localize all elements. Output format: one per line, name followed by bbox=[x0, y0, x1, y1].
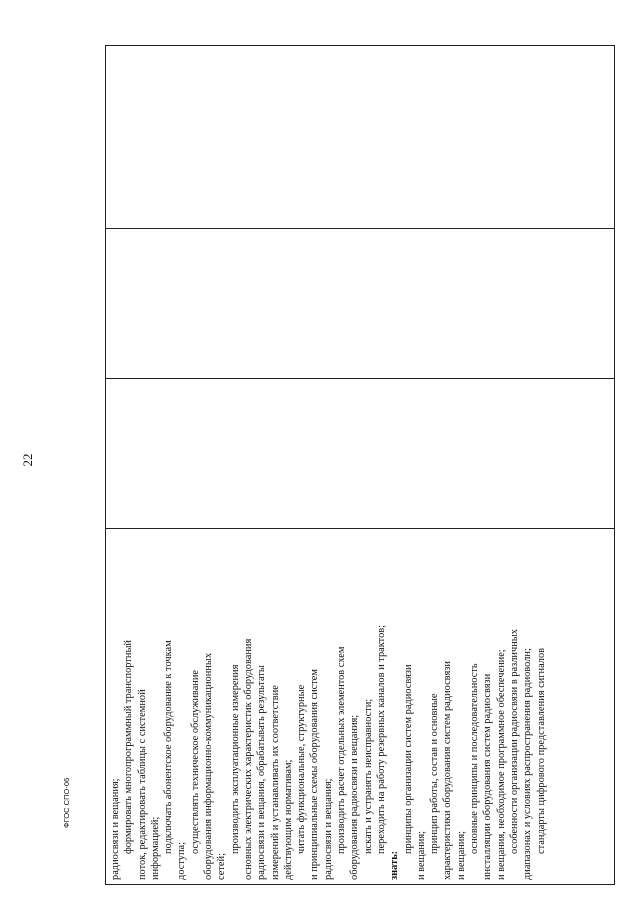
cell-text-line: принцип работы, состав и основные bbox=[429, 693, 441, 854]
cell-text-line: действующим нормативам; bbox=[282, 759, 294, 880]
cell-text-line: переходить на работу резервных каналов и трактов; bbox=[375, 624, 387, 854]
table-cell-empty-3 bbox=[106, 229, 614, 379]
cell-text-line: поток, редактировать таблицы с системной bbox=[136, 689, 148, 880]
cell-text bbox=[109, 533, 548, 880]
cell-text-line: характеристики оборудования систем радиосвязи bbox=[442, 661, 454, 880]
cell-text-line: осуществлять техническое обслуживание bbox=[189, 669, 201, 854]
cell-text-line: искать и устранять неисправности; bbox=[362, 698, 374, 854]
cell-text-line: стандарты цифрового представления сигналов bbox=[535, 647, 547, 854]
table-cell-empty-4 bbox=[106, 46, 614, 229]
cell-text-line: радиосвязи и вещания; bbox=[110, 778, 121, 880]
cell-text-line: радиосвязи и вещания, обрабатывать результаты bbox=[256, 665, 268, 880]
cell-text-line: читать функциональные, структурные bbox=[296, 684, 308, 854]
cell-text-line: и принципиальные схемы оборудования систем bbox=[309, 669, 321, 880]
cell-text-line: особенности организации радиосвязи в различных bbox=[508, 629, 520, 854]
table-cell-skills-knowledge bbox=[106, 529, 614, 884]
cell-text-line: основных электрических характеристик оборудования bbox=[242, 638, 254, 880]
cell-text-line: подключать абонентское оборудование к точкам bbox=[163, 640, 175, 854]
competency-table bbox=[105, 45, 615, 885]
cell-text-line: доступа; bbox=[176, 841, 188, 880]
cell-text-line: и вещания, необходимое программное обеспечение; bbox=[495, 649, 507, 880]
cell-text-line: производить расчет отдельных элементов схем bbox=[336, 646, 348, 854]
cell-text-line: радиосвязи и вещания; bbox=[322, 778, 334, 880]
table-cell-empty-2 bbox=[106, 379, 614, 529]
cell-text-line: знать: bbox=[389, 850, 401, 880]
cell-text-line: сетей; bbox=[216, 853, 228, 880]
cell-text-line: и вещания; bbox=[415, 830, 427, 880]
cell-text-line: диапазонах и условиях распространения радиоволн; bbox=[522, 648, 534, 880]
cell-text-line: производить эксплуатационные измерения bbox=[229, 664, 241, 854]
cell-text-line: оборудования радиосвязи и вещания; bbox=[349, 714, 361, 880]
page-number: 22 bbox=[20, 453, 35, 467]
cell-text-line: инсталляции оборудования систем радиосвязи bbox=[482, 673, 494, 880]
cell-text-line: информацией; bbox=[149, 816, 161, 880]
cell-text-line: оборудования информационно-коммуникационных bbox=[203, 652, 215, 880]
cell-text-line: измерений и устанавливать их соответствие bbox=[269, 685, 281, 880]
cell-text-line: и вещания; bbox=[455, 830, 467, 880]
cell-text-line: принципы организации систем радиосвязи bbox=[402, 664, 414, 854]
cell-text-line: основные принципы и последовательность bbox=[469, 663, 481, 854]
footer-mark: ФГОС СПО-06 bbox=[62, 777, 71, 828]
cell-text-line: формировать многопрограммный транспортный bbox=[123, 640, 135, 854]
landscape-page bbox=[105, 25, 615, 885]
